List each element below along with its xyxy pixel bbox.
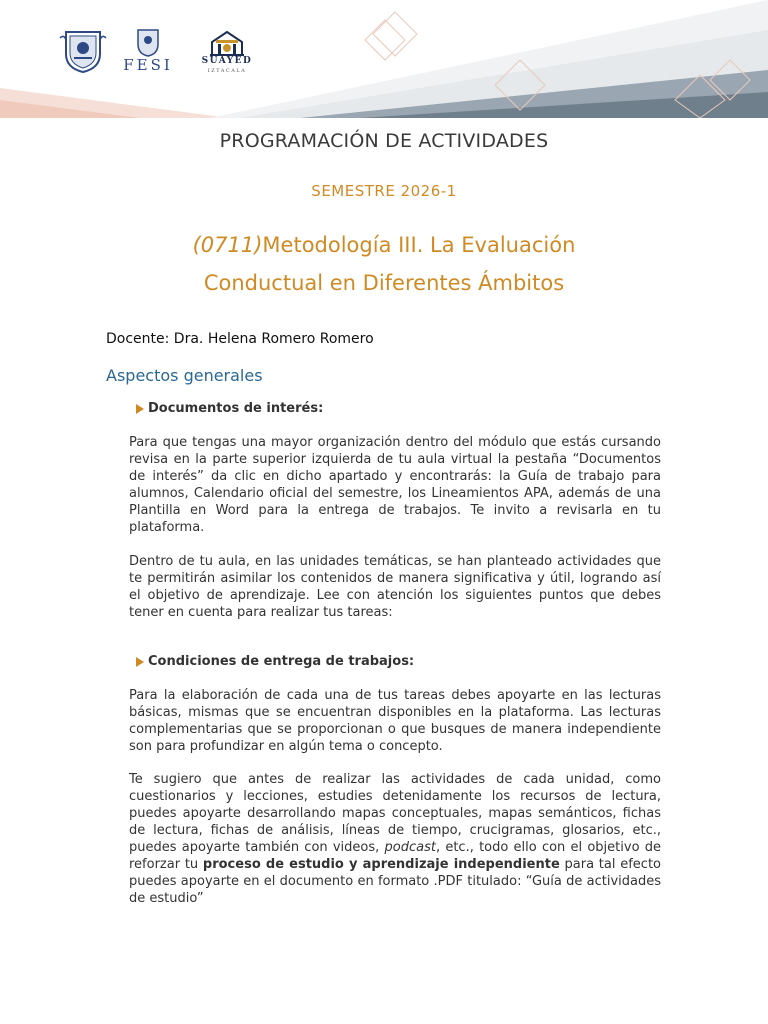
docs-heading xyxy=(136,401,323,416)
bullet-triangle-icon xyxy=(136,404,144,414)
docs-paragraph-2: Dentro de tu aula, en las unidades temáticas, se han planteado actividades que te permitirán asimilar los contenidos de manera significativa y útil, logrando así el objetivo de aprendizaje. Lee con atención los siguientes puntos que debes tener en cuenta para realizar tus tareas: xyxy=(129,554,661,620)
course-code: (0711) xyxy=(192,233,263,257)
section-title: Aspectos generales xyxy=(106,366,263,385)
document-header xyxy=(0,0,768,118)
docs-heading-label: Documentos de interés: xyxy=(148,401,324,416)
fesi-logo-text: FESI xyxy=(123,56,173,74)
iztacala-logo-text: IZTACALA xyxy=(207,68,247,74)
conditions-heading-label: Condiciones de entrega de trabajos: xyxy=(148,654,415,669)
conditions-paragraph-1: Para la elaboración de cada una de tus tareas debes apoyarte en las lecturas básicas, mismas que se encuentran disponibles en la plataforma. Las lecturas complementarias que se proporcionan o que busques de manera independiente son para profundizar en algún tema o concepto. xyxy=(129,688,661,754)
course-name: Metodología III. La Evaluación Conductual en Diferentes Ámbitos xyxy=(203,233,576,295)
conditions-p2-text-2: , etc., todo ello con el objetivo de reforzar tu xyxy=(129,840,662,872)
teacher-name: Docente: Dra. Helena Romero Romero xyxy=(106,331,374,347)
bullet-triangle-icon xyxy=(136,657,144,667)
conditions-heading xyxy=(136,654,414,669)
course-title xyxy=(140,226,628,302)
conditions-paragraph-2 xyxy=(129,771,661,907)
conditions-p2-bold: proceso de estudio y aprendizaje independiente xyxy=(202,857,560,872)
docs-paragraph-1: Para que tengas una mayor organización dentro del módulo que estás cursando revisa en la parte superior izquierda de tu aula virtual la pestaña “Documentos de interés” da clic en dicho apartado y encontrarás: la Guía de trabajo para alumnos, Calendario oficial del semestre, los Lineamientos APA, además de una Plantilla en Word para la entrega de trabajos. Te invito a revisarla en tu plataforma. xyxy=(129,435,661,535)
semester-label: SEMESTRE 2026-1 xyxy=(311,182,457,200)
unam-shield-logo xyxy=(58,28,108,74)
conditions-p2-text-3: para tal efecto puedes apoyarte en el documento en formato .PDF titulado: “Guía de actividades de estudio” xyxy=(129,857,662,906)
suayed-logo-text: SUAYED xyxy=(201,56,253,66)
header-banner xyxy=(0,0,768,118)
conditions-p2-italic: podcast xyxy=(384,840,436,855)
document-title: PROGRAMACIÓN DE ACTIVIDADES xyxy=(219,130,549,152)
conditions-p2-text-1: Te sugiero que antes de realizar las actividades de cada unidad, como cuestionarios y lecciones, estudies detenidamente los recursos de lectura, puedes apoyarte desarrollando mapas conceptuales, mapas semánticos, fichas de lectura, fichas de análisis, líneas de tiempo, crucigramas, glosarios, etc., puedes apoyarte también con videos, xyxy=(129,772,661,855)
